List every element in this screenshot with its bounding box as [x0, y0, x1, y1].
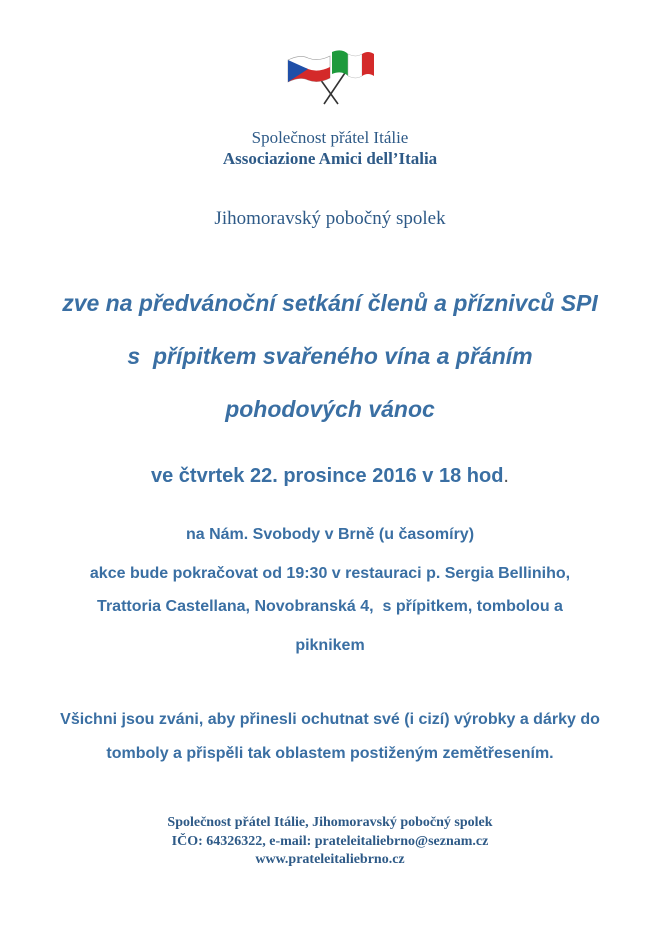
- society-name-italian: Associazione Amici dell’Italia: [222, 149, 438, 168]
- event-date-punctuation: .: [503, 465, 509, 487]
- crossed-flags-icon: [280, 44, 380, 106]
- appeal-line-2: tomboly a přispěli tak oblastem postiženým zemětřesením.: [106, 745, 554, 762]
- invitation-line-1: zve na předvánoční setkání členů a příznivců SPI: [62, 290, 598, 316]
- branch-name: Jihomoravský pobočný spolek: [214, 208, 446, 229]
- event-date: [0, 465, 660, 488]
- footer-organization: Společnost přátel Itálie, Jihomoravský pobočný spolek: [167, 815, 493, 830]
- event-continuation-line-3: piknikem: [295, 637, 365, 654]
- footer-website: www.prateleitaliebrno.cz: [255, 852, 405, 867]
- society-name-czech: Společnost přátel Itálie: [251, 128, 409, 147]
- czech-flag-icon: [288, 56, 330, 82]
- invitation-line-3: pohodových vánoc: [225, 396, 435, 422]
- footer-contact: IČO: 64326322, e-mail: prateleitaliebrno@seznam.cz: [171, 834, 489, 849]
- event-continuation-line-1: akce bude pokračovat od 19:30 v restauraci p. Sergia Belliniho,: [89, 565, 571, 582]
- event-place: na Nám. Svobody v Brně (u časomíry): [185, 526, 475, 543]
- appeal-line-1: Všichni jsou zváni, aby přinesli ochutnat své (i cizí) výrobky a dárky do: [60, 711, 600, 728]
- event-continuation-line-2: Trattoria Castellana, Novobranská 4, s přípitkem, tombolou a: [97, 598, 563, 615]
- invitation-line-2: s přípitkem svařeného vína a přáním: [127, 343, 533, 369]
- event-date-text: ve čtvrtek 22. prosince 2016 v 18 hod: [151, 465, 504, 487]
- italian-flag-icon: [332, 50, 374, 78]
